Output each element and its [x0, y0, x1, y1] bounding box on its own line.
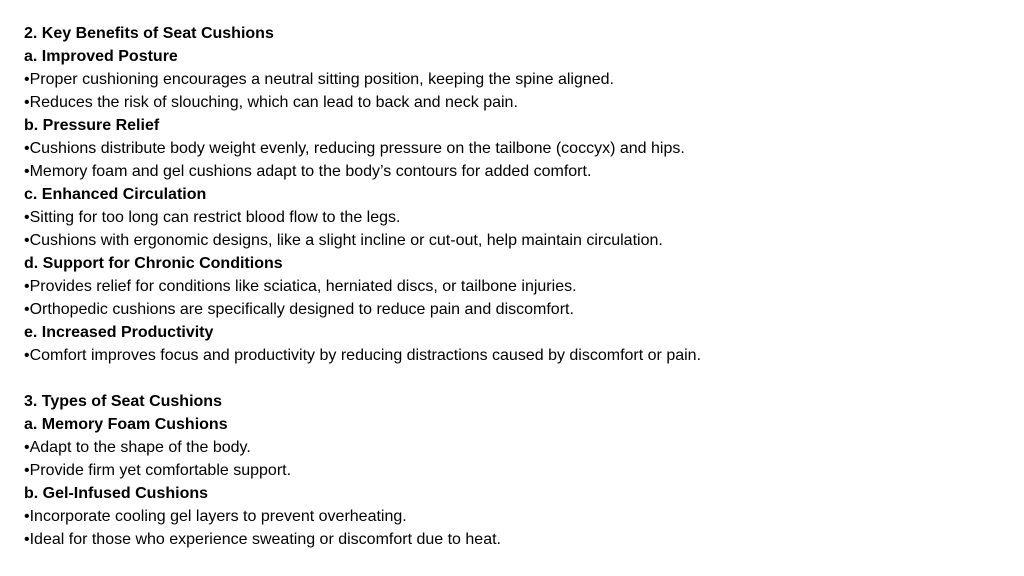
- bullet-item: •Provide firm yet comfortable support.: [24, 462, 292, 479]
- subsection-heading: c. Enhanced Circulation: [24, 186, 207, 203]
- section-title: 3. Types of Seat Cushions: [24, 393, 222, 410]
- subsection-heading: b. Pressure Relief: [24, 117, 160, 134]
- bullet-item: •Provides relief for conditions like sciatica, herniated discs, or tailbone injuries.: [24, 278, 577, 295]
- bullet-item: •Reduces the risk of slouching, which can lead to back and neck pain.: [24, 94, 518, 111]
- subsection-heading: a. Improved Posture: [24, 48, 178, 65]
- bullet-item: •Orthopedic cushions are specifically designed to reduce pain and discomfort.: [24, 301, 574, 318]
- subsection-heading: b. Gel-Infused Cushions: [24, 485, 209, 502]
- subsection-heading: a. Memory Foam Cushions: [24, 416, 228, 433]
- bullet-item: •Memory foam and gel cushions adapt to the body’s contours for added comfort.: [24, 163, 592, 180]
- bullet-item: •Comfort improves focus and productivity by reducing distractions caused by discomfort or pain.: [24, 347, 702, 364]
- bullet-item: •Ideal for those who experience sweating or discomfort due to heat.: [24, 531, 501, 548]
- bullet-item: •Proper cushioning encourages a neutral sitting position, keeping the spine aligned.: [24, 71, 614, 88]
- bullet-item: •Cushions distribute body weight evenly, reducing pressure on the tailbone (coccyx) and hips.: [24, 140, 685, 157]
- bullet-item: •Cushions with ergonomic designs, like a slight incline or cut-out, help maintain circulation.: [24, 232, 663, 249]
- bullet-item: •Incorporate cooling gel layers to prevent overheating.: [24, 508, 407, 525]
- slide-content: [24, 22, 1004, 551]
- section-spacer: [24, 367, 1004, 390]
- subsection-heading: d. Support for Chronic Conditions: [24, 255, 283, 272]
- bullet-item: •Sitting for too long can restrict blood flow to the legs.: [24, 209, 401, 226]
- subsection-heading: e. Increased Productivity: [24, 324, 214, 341]
- bullet-item: •Adapt to the shape of the body.: [24, 439, 251, 456]
- section-title: 2. Key Benefits of Seat Cushions: [24, 25, 274, 42]
